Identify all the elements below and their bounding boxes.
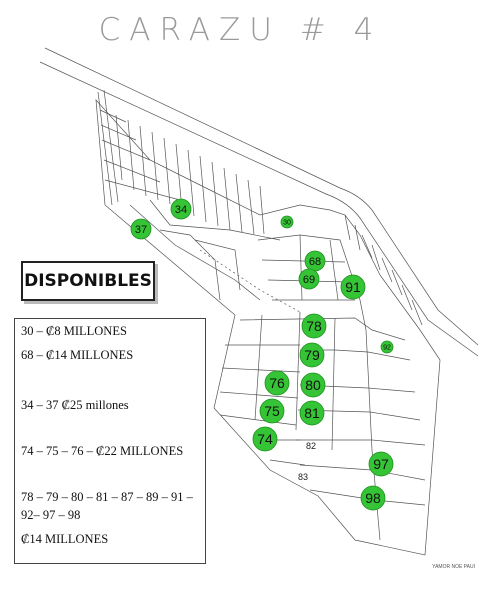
legend-title: DISPONIBLES [24,271,152,291]
credits: YAMOR NOE PAUI [432,564,475,570]
lot-number: 98 [365,490,381,507]
lot-number: 68 [308,255,322,268]
lot-number: 80 [305,377,321,394]
lot-number: 82 [305,441,317,451]
price-line: 78 – 79 – 80 – 81 – 87 – 89 – 91 – [21,490,193,504]
price-line: ₡14 MILLONES [21,532,109,546]
lot-number: 78 [306,318,322,335]
lot-number: 75 [264,403,280,420]
lot-number: 30 [283,219,291,227]
lot-number: 79 [304,347,320,364]
lot-number: 74 [257,431,273,448]
lot-number: 69 [302,273,316,286]
lot-number: 76 [269,375,285,392]
lot-number: 83 [297,472,309,482]
page-title: CARAZU # 4 [98,12,383,48]
lot-number: 37 [134,223,148,236]
lot-number: 97 [373,456,389,473]
price-line: 30 – ₡8 MILLONES [21,324,127,338]
price-line: 92– 97 – 98 [21,508,81,522]
legend-title-box [21,261,155,301]
price-line: 68 – ₡14 MILLONES [21,348,134,362]
lot-number: 81 [304,405,320,422]
lot-number: 34 [174,203,188,216]
price-list [14,318,206,564]
lot-number: 92 [383,344,391,352]
lot-number: 91 [345,279,361,296]
price-line: 34 – 37 ₡25 millones [21,398,129,412]
price-line: 74 – 75 – 76 – ₡22 MILLONES [21,444,184,458]
